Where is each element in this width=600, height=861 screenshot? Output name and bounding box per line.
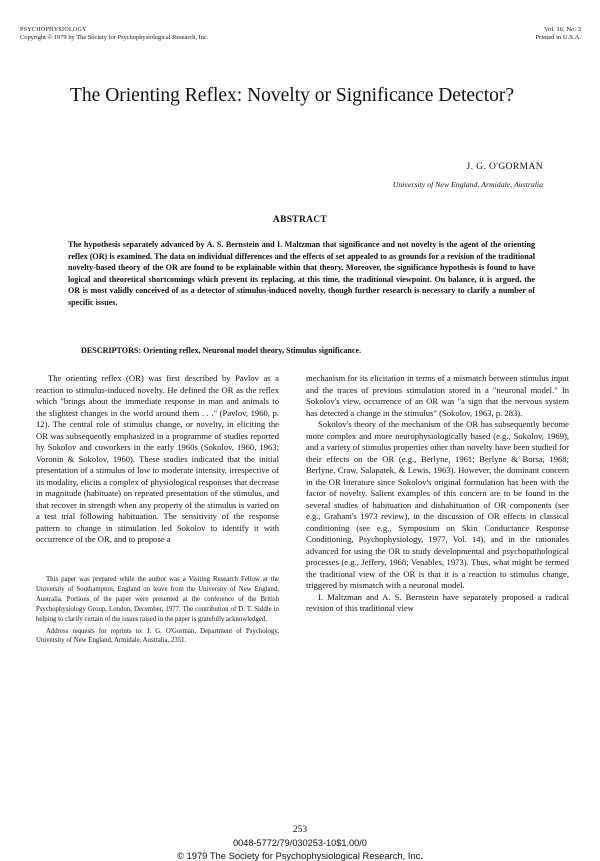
running-header-right — [535, 26, 581, 42]
body-column-right — [306, 373, 569, 615]
descriptors: DESCRIPTORS: Orienting reflex, Neuronal model theory, Stimulus significance. — [81, 346, 362, 355]
abstract-heading: ABSTRACT — [272, 215, 328, 225]
volume-info: Vol. 16, No. 3 — [544, 26, 581, 33]
copyright-footer: © 1979 The Society for Psychophysiological Research, Inc. — [177, 850, 423, 861]
footnote: This paper was prepared while the author was a Visiting Research Fellow at the University of Southampton, England on leave from the University of New England, Australia. Portions of the paper were presented at the conference of the British Psychophysiology Group, London, December, 1977. The contribution of D. T. Siddle in helping to clarify certain of the issues raised in the paper is gratefully acknowledged. — [36, 576, 279, 623]
body-column-left — [36, 373, 279, 546]
footnote: Address requests for reprints to: J. G. O'Gorman, Department of Psychology, University of New England, Armidale, Australia, 2351. — [36, 627, 279, 645]
body-paragraph: I. Maltzman and A. S. Bernstein have separately proposed a radical revision of this traditional view — [306, 591, 569, 613]
page-number: 253 — [292, 825, 308, 835]
body-paragraph: mechanism for its elicitation in terms of a mismatch between stimulus input and the traces of previous stimulation stored in a "neuronal model." In Sokolov's view, occurrence of an OR was "a sign that the nervous system has detected a change in the stimulus" (Sokolov, 1963, p. 283). — [306, 373, 569, 418]
journal-name: PSYCHOPHYSIOLOGY — [20, 27, 87, 33]
copyright-line: Copyright © 1979 by The Society for Psychophysiological Research, Inc. — [20, 34, 209, 41]
printed-in: Printed in U.S.A. — [535, 34, 581, 41]
paper-title: The Orienting Reflex: Novelty or Significance Detector? — [70, 85, 515, 106]
body-paragraph: Sokolov's theory of the mechanism of the OR has subsequently become more complex and more neurophysiologically based (e.g., Sokolov, 1969), and a variety of stimulus properties other than novelty have been studied for their effects on the OR (e.g., Berlyne, 1961; Berlyne & Borsa, 1968; Berlyne, Craw, Salapatek, & Lewis, 1963). However, the dominant concern in the OR literature since Sokolov's original formulation has been with the factor of novelty. Salient examples of this concern are to be found in the several studies of habituation and dishabituation of OR components (see e.g., Graham's 1973 review), in the discussion of OR effects in classical conditioning (see e.g., Symposium on Skin Conductance Response Conditioning, Psychophysiology, 1977, Vol. 14), and in the rationales advanced for using the OR to study developmental and psychopathological processes (e.g., Jeffery, 1968; Venables, 1973). Thus, what might be termed the traditional view of the OR is that it is a reaction to stimulus change, triggered by mismatch with a neuronal model. — [306, 419, 569, 590]
running-header-left — [20, 26, 208, 42]
body-paragraph: The orienting reflex (OR) was first described by Pavlov as a reaction to stimulus-induced novelty. He defined the OR as the reflex which "brings about the immediate response in man and animals to the slightest changes in the world around them . . ." (Pavlov, 1960, p. 12). The central role of stimulus change, or novelty, in eliciting the OR was subsequently emphasized in a programme of studies reported by Sokolov and coworkers in the early 1960s (Sokolov, 1960, 1963; Voronin & Sokolov, 1960). These studies indicated that the initial presentation of a stimulus of low to moderate intensity, irrespective of its modality, elicits a complex of physiological responses that decrease in magnitude (habituate) on repeated presentation of the stimulus, and that recover in strength when any property of the stimulus is varied on a test trial following habituation. The sensitivity of the response pattern to change in stimulation led Sokolov to identify it with occurrence of the OR, and to propose a — [36, 373, 279, 544]
author-affiliation: University of New England, Armidale, Australia — [392, 180, 543, 189]
footnotes — [36, 575, 279, 648]
abstract-text: The hypothesis separately advanced by A. S. Bernstein and I. Maltzman that significance and not novelty is the agent of the orienting reflex (OR) is examined. The data on individual differences and the effects of set appealed to as grounds for a revision of the traditional novelty-based theory of the OR are found to be explainable within that theory. Moreover, the significance hypothesis is found to have logical and theoretical shortcomings which prevent its replacing, at this time, the traditional viewpoint. On balance, it is argued, the OR is most validly conceived of as a detector of stimulus-induced novelty, though further research is necessary to clarify a number of specific issues. — [68, 240, 535, 307]
article-code: 0048-5772/79/030253-10$1.00/0 — [233, 838, 367, 848]
author-name: J. G. O'GORMAN — [466, 162, 543, 172]
